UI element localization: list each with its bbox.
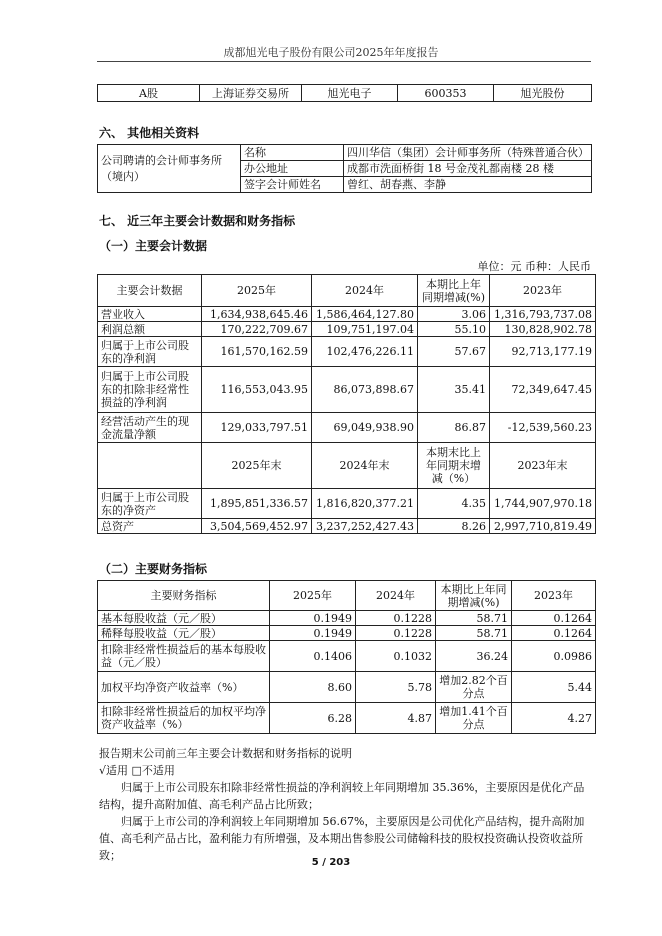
cell-value: 0.1406 [270,641,356,672]
auditor-value-signers: 曾红、胡春燕、李静 [344,177,592,193]
stock-info-table [97,84,592,102]
former-name-cell: 旭光股份 [494,85,592,102]
table-row [98,672,596,703]
table-row [98,337,596,367]
notes-title: 报告期末公司前三年主要会计数据和财务指标的说明 [99,747,352,760]
cell-value: 0.1228 [356,626,436,641]
auditor-table [97,144,592,193]
table-row [98,322,596,337]
column-header: 2023年末 [490,443,596,489]
auditor-label-signers: 签字会计师姓名 [241,177,344,193]
row-label: 总资产 [98,519,202,534]
row-label: 加权平均净资产收益率（%） [98,672,270,703]
exchange-cell: 上海证券交易所 [200,85,302,102]
cell-value: 1,744,907,970.18 [490,489,596,519]
note-paragraph-1: 归属于上市公司股东扣除非经常性损益的净利润较上年同期增加 35.36%，主要原因是优化产品结构，提升高附加值、高毛利产品占比所致； [99,781,585,811]
cell-value: 86,073,898.67 [312,367,418,413]
cell-value: 4.27 [512,703,596,734]
column-header: 2025年末 [202,443,312,489]
note-paragraph-2: 归属于上市公司的净利润较上年同期增加 56.67%，主要原因是公司优化产品结构，提升高附加值、高毛利产品占比，盈利能力有所增强，及本期出售参股公司储翰科技的股权投资确认投资收益所致； [99,815,585,862]
cell-value: 161,570,162.59 [202,337,312,367]
section6-title: 六、 其他相关资料 [99,126,200,140]
column-header [98,443,202,489]
row-label: 归属于上市公司股东的扣除非经常性损益的净利润 [98,367,202,413]
column-header: 本期比上年同期增减(%) [418,275,490,307]
row-label: 归属于上市公司股东的净资产 [98,489,202,519]
financial-indicators-table [97,580,596,734]
cell-value: 57.67 [418,337,490,367]
stock-code-cell: 600353 [398,85,494,102]
unit-currency-note: 单位：元 币种：人民币 [477,260,591,273]
table-row [98,519,596,534]
cell-value: 8.26 [418,519,490,534]
column-header: 2024年 [356,581,436,611]
cell-value: 69,049,938.90 [312,413,418,443]
cell-value: 58.71 [436,611,512,626]
row-label: 利润总额 [98,322,202,337]
cell-value: 58.71 [436,626,512,641]
cell-value: 86.87 [418,413,490,443]
auditor-row-label: 公司聘请的会计师事务所（境内） [98,145,241,193]
cell-value: 增加1.41个百分点 [436,703,512,734]
column-header: 2025年 [202,275,312,307]
cell-value: -12,539,560.23 [490,413,596,443]
column-header: 主要会计数据 [98,275,202,307]
table-row [98,489,596,519]
cell-value: 0.1949 [270,626,356,641]
stock-type-cell: A股 [98,85,200,102]
cell-value: 3,504,569,452.97 [202,519,312,534]
cell-value: 170,222,709.67 [202,322,312,337]
cell-value: 35.41 [418,367,490,413]
table-row [98,626,596,641]
column-header: 2024年末 [312,443,418,489]
cell-value: 1,316,793,737.08 [490,307,596,322]
cell-value: 0.1949 [270,611,356,626]
header-divider [97,61,591,62]
cell-value: 8.60 [270,672,356,703]
cell-value: 0.1228 [356,611,436,626]
cell-value: 0.1264 [512,611,596,626]
table-row [98,703,596,734]
column-header: 本期末比上年同期末增减（%） [418,443,490,489]
column-header: 2023年 [490,275,596,307]
table-row [98,85,592,102]
main-financial-indicators-title: （二）主要财务指标 [99,562,208,576]
cell-value: 116,553,043.95 [202,367,312,413]
cell-value: 4.35 [418,489,490,519]
auditor-value-name: 四川华信（集团）会计师事务所（特殊普通合伙） [344,145,592,161]
auditor-value-address: 成都市洗面桥街 18 号金茂礼都南楼 28 楼 [344,161,592,177]
row-label: 基本每股收益（元／股） [98,611,270,626]
auditor-label-address: 办公地址 [241,161,344,177]
table-header-row [98,581,596,611]
cell-value: 6.28 [270,703,356,734]
page-number: 5 / 203 [311,857,351,868]
cell-value: 0.1032 [356,641,436,672]
table-row [98,611,596,626]
row-label: 经营活动产生的现金流量净额 [98,413,202,443]
column-header: 2024年 [312,275,418,307]
cell-value: 1,634,938,645.46 [202,307,312,322]
row-label: 营业收入 [98,307,202,322]
page-header-title: 成都旭光电子股份有限公司2025年年度报告 [223,46,439,59]
main-accounting-table [97,274,596,534]
cell-value: 1,586,464,127.80 [312,307,418,322]
table-row [98,307,596,322]
cell-value: 0.0986 [512,641,596,672]
main-accounting-data-title: （一）主要会计数据 [99,239,208,253]
cell-value: 4.87 [356,703,436,734]
cell-value: 130,828,902.78 [490,322,596,337]
row-label: 扣除非经常性损益后的基本每股收益（元／股） [98,641,270,672]
row-label: 稀释每股收益（元／股） [98,626,270,641]
row-label: 归属于上市公司股东的净利润 [98,337,202,367]
column-header: 2023年 [512,581,596,611]
cell-value: 5.44 [512,672,596,703]
cell-value: 0.1264 [512,626,596,641]
cell-value: 109,751,197.04 [312,322,418,337]
stock-name-cell: 旭光电子 [302,85,398,102]
auditor-label-name: 名称 [241,145,344,161]
table-header-row [98,275,596,307]
cell-value: 92,713,177.19 [490,337,596,367]
table-row [98,145,592,161]
row-label: 扣除非经常性损益后的加权平均净资产收益率（%） [98,703,270,734]
column-header: 本期比上年同期增减(%) [436,581,512,611]
table-row [98,413,596,443]
section7-title: 七、 近三年主要会计数据和财务指标 [99,214,296,228]
table-header-row [98,443,596,489]
applicable-checkbox-line: √适用 □不适用 [99,764,175,777]
cell-value: 3.06 [418,307,490,322]
cell-value: 增加2.82个百分点 [436,672,512,703]
cell-value: 102,476,226.11 [312,337,418,367]
cell-value: 36.24 [436,641,512,672]
cell-value: 72,349,647.45 [490,367,596,413]
column-header: 2025年 [270,581,356,611]
cell-value: 3,237,252,427.43 [312,519,418,534]
table-row [98,641,596,672]
cell-value: 5.78 [356,672,436,703]
cell-value: 1,895,851,336.57 [202,489,312,519]
table-row [98,367,596,413]
cell-value: 2,997,710,819.49 [490,519,596,534]
cell-value: 129,033,797.51 [202,413,312,443]
cell-value: 55.10 [418,322,490,337]
cell-value: 1,816,820,377.21 [312,489,418,519]
column-header: 主要财务指标 [98,581,270,611]
